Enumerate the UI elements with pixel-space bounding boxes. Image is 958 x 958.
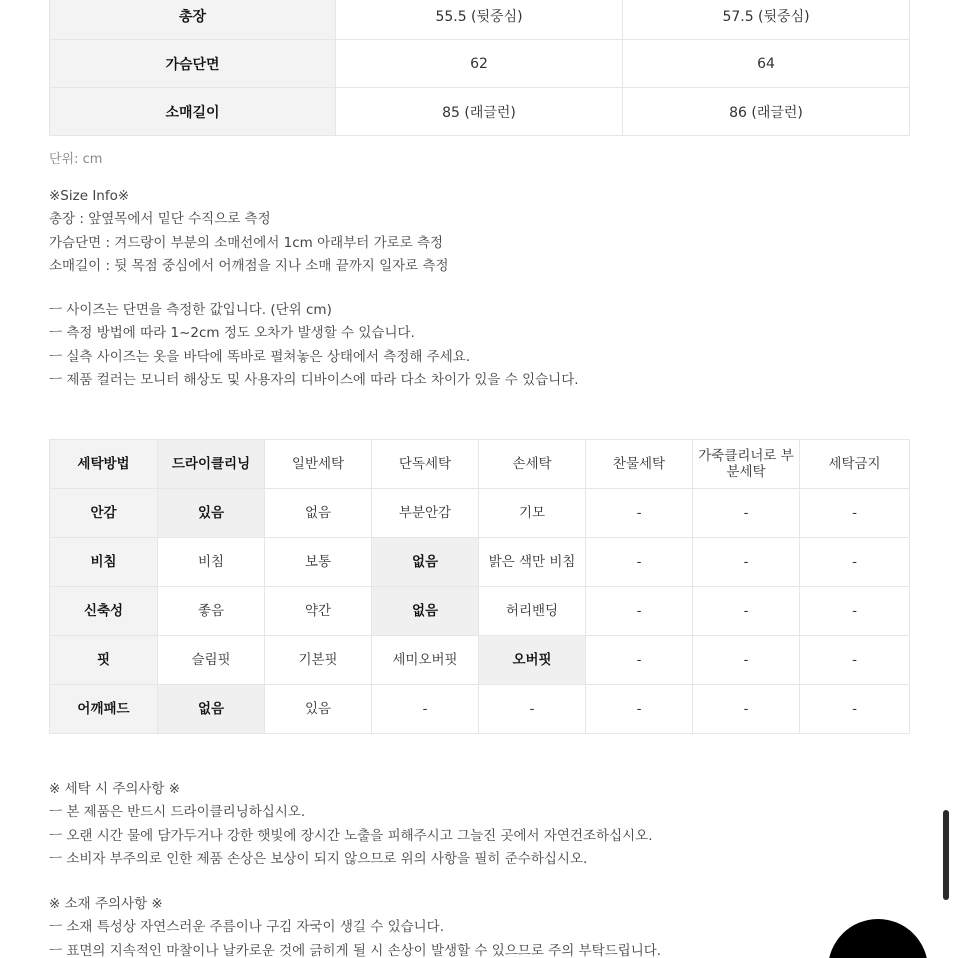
size-info-title: ※Size Info※	[49, 188, 130, 204]
care-cell: -	[586, 538, 693, 587]
material-caution-title: ※ 소재 주의사항 ※	[49, 896, 163, 912]
care-cell: -	[693, 538, 800, 587]
care-cell: 기본핏	[265, 636, 372, 685]
care-cell: 드라이클리닝	[158, 440, 265, 489]
care-cell: 부분안감	[372, 489, 479, 538]
material-caution-line: ㅡ 표면의 지속적인 마찰이나 날카로운 것에 긁히게 될 시 손상이 발생할 수 있으므로 주의 부탁드립니다.	[49, 942, 662, 958]
care-cell: -	[800, 538, 910, 587]
care-cell: 없음	[158, 685, 265, 734]
care-cell: -	[586, 587, 693, 636]
care-cell: -	[693, 489, 800, 538]
care-cell: 손세탁	[479, 440, 586, 489]
care-cell: 세미오버핏	[372, 636, 479, 685]
size-value-cell: 55.5 (뒷중심)	[336, 0, 623, 40]
care-cell: 세탁금지	[800, 440, 910, 489]
size-value-cell: 57.5 (뒷중심)	[623, 0, 910, 40]
care-cell: -	[693, 636, 800, 685]
care-table	[49, 439, 910, 734]
care-cell: 가죽클리너로 부분세탁	[693, 440, 800, 489]
care-row-label: 어깨패드	[50, 685, 158, 734]
wash-caution-title: ※ 세탁 시 주의사항 ※	[49, 781, 181, 797]
size-value-cell: 64	[623, 40, 910, 88]
care-row	[50, 440, 910, 489]
care-cell: 밝은 색만 비침	[479, 538, 586, 587]
size-row	[50, 40, 910, 88]
care-cell: -	[800, 489, 910, 538]
care-cell: 허리밴딩	[479, 587, 586, 636]
care-cell: -	[372, 685, 479, 734]
care-cell: -	[800, 685, 910, 734]
size-row-label: 소매길이	[50, 88, 336, 136]
care-cell: 없음	[265, 489, 372, 538]
unit-label: 단위: cm	[49, 152, 103, 167]
care-row-label: 신축성	[50, 587, 158, 636]
size-value-cell: 85 (래글런)	[336, 88, 623, 136]
care-cell: 약간	[265, 587, 372, 636]
care-cell: 좋음	[158, 587, 265, 636]
care-row	[50, 489, 910, 538]
size-row-label: 총장	[50, 0, 336, 40]
care-cell: 있음	[265, 685, 372, 734]
size-row	[50, 0, 910, 40]
care-cell: -	[586, 636, 693, 685]
care-cell: 없음	[372, 587, 479, 636]
care-row	[50, 538, 910, 587]
care-row-label: 세탁방법	[50, 440, 158, 489]
size-value-cell: 62	[336, 40, 623, 88]
care-cell: 없음	[372, 538, 479, 587]
note-line: ㅡ 제품 컬러는 모니터 해상도 및 사용자의 디바이스에 따라 다소 차이가 있을 수 있습니다.	[49, 371, 579, 388]
size-value-cell: 86 (래글런)	[623, 88, 910, 136]
note-line: ㅡ 사이즈는 단면을 측정한 값입니다. (단위 cm)	[49, 302, 332, 318]
care-cell: -	[586, 685, 693, 734]
size-info-line: 소매길이 : 뒷 목점 중심에서 어깨점을 지나 소매 끝까지 일자로 측정	[49, 257, 449, 274]
care-cell: -	[479, 685, 586, 734]
material-caution-section	[49, 893, 661, 958]
wash-caution-line: ㅡ 본 제품은 반드시 드라이클리닝하십시오.	[49, 804, 306, 821]
care-cell: -	[693, 587, 800, 636]
care-cell: 슬림핏	[158, 636, 265, 685]
care-cell: -	[800, 587, 910, 636]
care-cell: 보통	[265, 538, 372, 587]
size-table	[49, 0, 910, 136]
care-row	[50, 587, 910, 636]
care-cell: 단독세탁	[372, 440, 479, 489]
size-info-line: 가슴단면 : 겨드랑이 부분의 소매선에서 1cm 아래부터 가로로 측정	[49, 234, 444, 251]
care-row-label: 안감	[50, 489, 158, 538]
scrollbar-thumb[interactable]	[943, 810, 949, 900]
wash-caution-line: ㅡ 소비자 부주의로 인한 제품 손상은 보상이 되지 않으므로 위의 사항을 필히 준수하십시오.	[49, 850, 588, 867]
material-caution-line: ㅡ 소재 특성상 자연스러운 주름이나 구김 자국이 생길 수 있습니다.	[49, 919, 445, 936]
care-row	[50, 685, 910, 734]
care-cell: 비침	[158, 538, 265, 587]
care-cell: -	[586, 489, 693, 538]
care-cell: 있음	[158, 489, 265, 538]
size-info-section	[49, 185, 449, 278]
care-cell: 기모	[479, 489, 586, 538]
care-cell: -	[693, 685, 800, 734]
size-row	[50, 88, 910, 136]
care-cell: -	[800, 636, 910, 685]
care-row-label: 핏	[50, 636, 158, 685]
wash-caution-section	[49, 778, 653, 871]
care-cell: 일반세탁	[265, 440, 372, 489]
size-notes	[49, 299, 579, 392]
size-info-line: 총장 : 앞옆목에서 밑단 수직으로 측정	[49, 211, 271, 228]
care-cell: 오버핏	[479, 636, 586, 685]
care-cell: 찬물세탁	[586, 440, 693, 489]
floating-action-button[interactable]	[828, 919, 928, 958]
wash-caution-line: ㅡ 오랜 시간 물에 담가두거나 강한 햇빛에 장시간 노출을 피해주시고 그늘진 곳에서 자연건조하십시오.	[49, 827, 653, 844]
care-row-label: 비침	[50, 538, 158, 587]
size-row-label: 가슴단면	[50, 40, 336, 88]
note-line: ㅡ 측정 방법에 따라 1~2cm 정도 오차가 발생할 수 있습니다.	[49, 325, 415, 342]
care-row	[50, 636, 910, 685]
note-line: ㅡ 실측 사이즈는 옷을 바닥에 똑바로 펼쳐놓은 상태에서 측정해 주세요.	[49, 348, 471, 365]
